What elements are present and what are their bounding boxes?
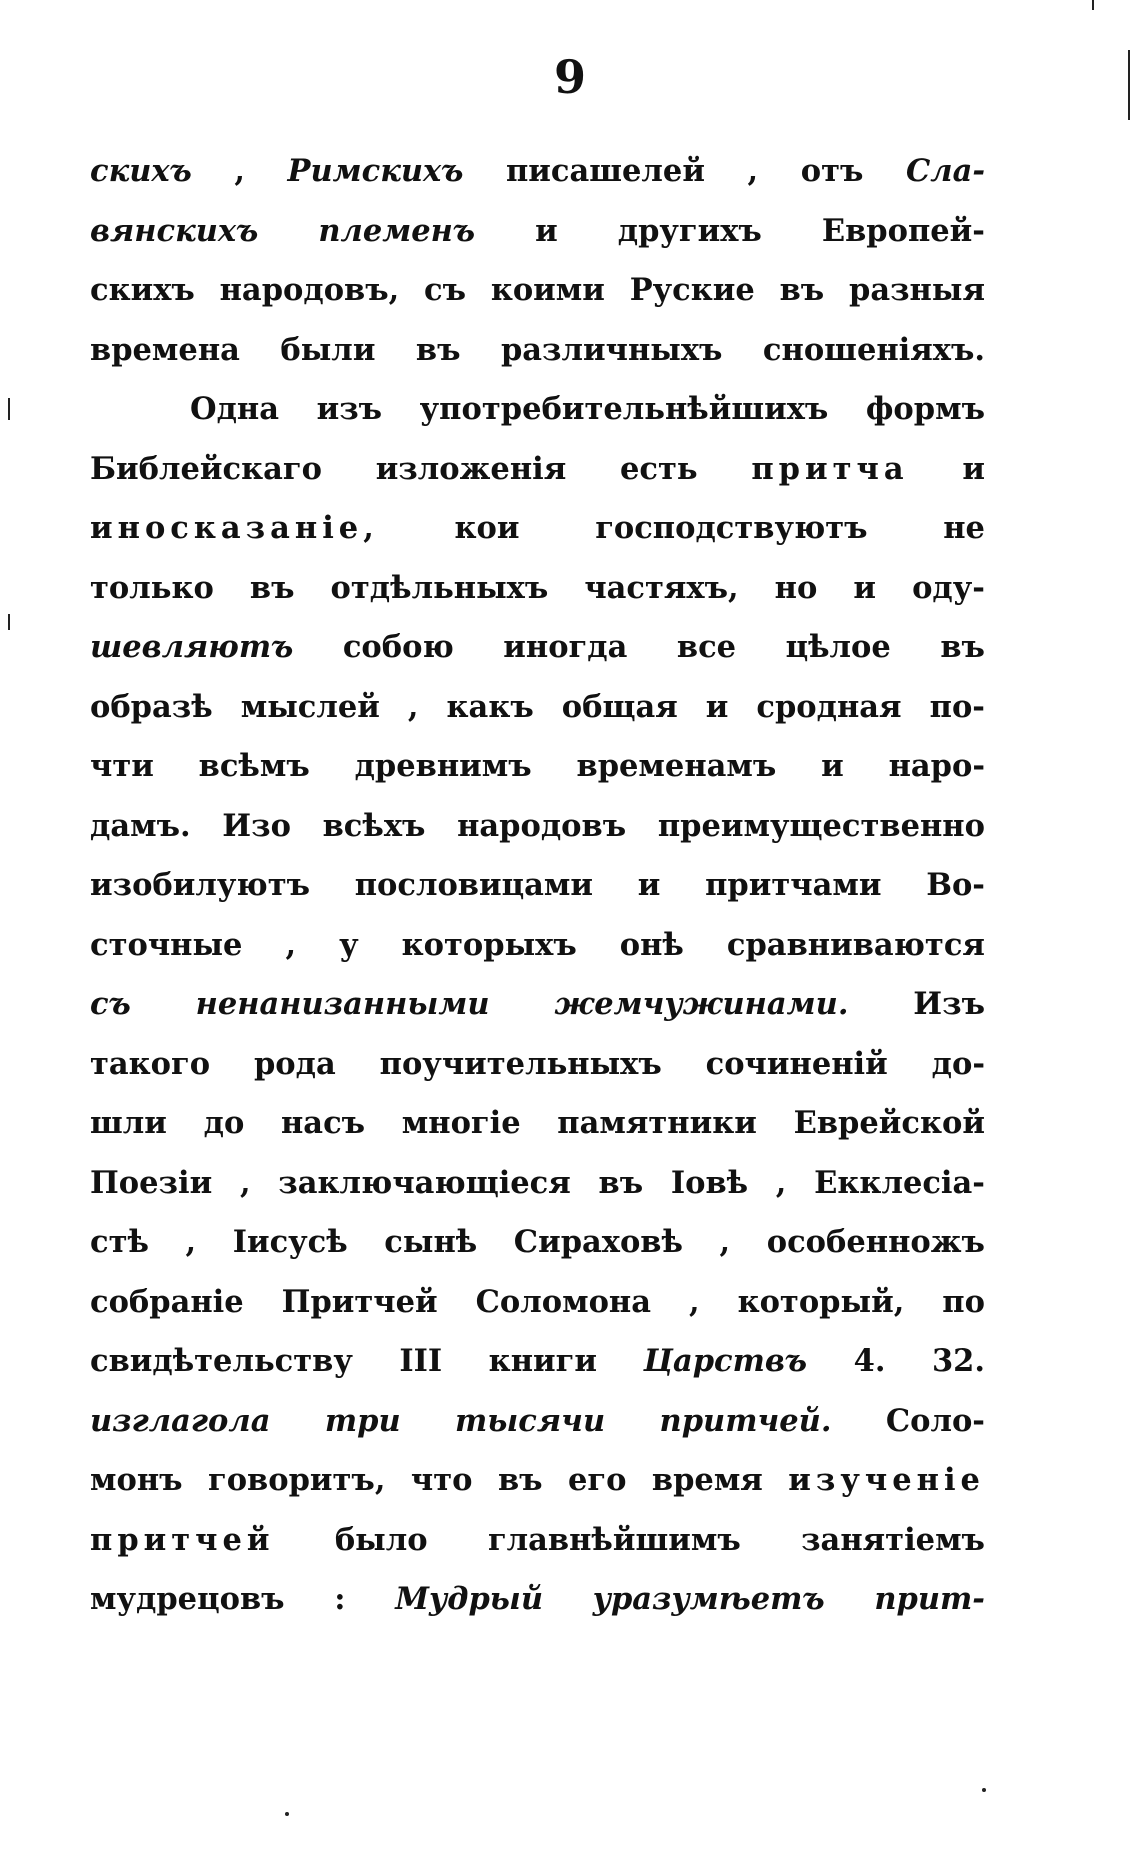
word: Поезіи [90, 1164, 213, 1201]
text-line [90, 202, 985, 262]
text-line [90, 678, 985, 738]
word: древнимъ [354, 748, 532, 784]
word: шевляютъ [90, 629, 294, 665]
word: въ [415, 331, 461, 368]
word: книги [488, 1343, 597, 1379]
word: общая [561, 688, 678, 725]
word: всѣхъ [322, 807, 426, 844]
word: Изъ [913, 986, 985, 1022]
text-line [90, 1392, 985, 1452]
word: изученіе [788, 1462, 985, 1498]
text-line [90, 856, 985, 916]
word: , [407, 688, 419, 725]
word: монъ [90, 1462, 183, 1498]
word: собою [342, 629, 454, 665]
word: Екклесіа- [814, 1164, 985, 1201]
word: иногда [503, 629, 628, 665]
word: 4. [853, 1343, 886, 1379]
text-line [90, 380, 985, 440]
body-text [90, 142, 985, 1630]
word: и [821, 748, 844, 784]
word: различныхъ [500, 331, 723, 368]
word: III [399, 1343, 443, 1379]
word: сродная [756, 688, 902, 725]
edge-mark [1092, 0, 1094, 10]
word: Изо [222, 807, 291, 844]
word: поучительныхъ [379, 1045, 662, 1082]
word: сочиненій [705, 1045, 888, 1082]
word: были [280, 331, 376, 368]
text-line [90, 142, 985, 202]
word: онѣ [619, 926, 684, 963]
text-line [90, 797, 985, 857]
word: рода [253, 1045, 336, 1082]
word: но [774, 569, 818, 606]
word: чти [90, 748, 154, 784]
word: цѣлое [785, 629, 891, 665]
text-line [90, 559, 985, 619]
text-line [90, 916, 985, 976]
word: притча [751, 450, 909, 487]
word: и [705, 688, 729, 725]
edge-mark [1128, 50, 1130, 120]
word: Соломона [475, 1283, 651, 1320]
text-line [90, 618, 985, 678]
word: иносказаніе, [90, 510, 379, 546]
word: Библейскаго [90, 450, 322, 487]
word: Руские [629, 272, 755, 308]
word: : [334, 1581, 346, 1617]
word: другихъ [617, 212, 762, 249]
word: сношеніяхъ. [762, 331, 985, 368]
word: употребительнѣйшихъ [419, 391, 829, 427]
text-line [90, 440, 985, 500]
word: преимущественно [657, 807, 985, 844]
word: съ [424, 272, 467, 308]
word: въ [497, 1462, 543, 1498]
word: до- [931, 1045, 985, 1082]
word: , [285, 926, 297, 963]
word: три [324, 1402, 401, 1439]
word: , [775, 1164, 787, 1201]
word: изобилуютъ [90, 867, 310, 903]
word: формъ [865, 391, 985, 427]
text-line [90, 321, 985, 381]
word: разныя [849, 272, 985, 308]
word: тысячи [455, 1402, 606, 1439]
text-line [90, 1332, 985, 1392]
word: уразумѣетъ [592, 1581, 825, 1617]
word: есть [620, 450, 698, 487]
word: и [853, 569, 877, 606]
word: было [334, 1521, 428, 1558]
word: до [203, 1105, 245, 1141]
word: жемчужинами. [554, 986, 849, 1022]
word: , [688, 1283, 700, 1320]
word: кои [454, 510, 520, 546]
word: частяхъ, [584, 569, 739, 606]
word: Сла- [905, 153, 985, 189]
text-line [90, 737, 985, 797]
word: изложенія [375, 450, 567, 487]
word: притчей. [659, 1402, 832, 1439]
word: 32. [931, 1343, 985, 1379]
ink-speck [285, 1812, 289, 1816]
text-line [90, 1451, 985, 1511]
word: все [676, 629, 737, 665]
word: Сираховѣ [513, 1224, 683, 1260]
word: мыслей [240, 688, 380, 725]
word: вянскихъ [90, 212, 259, 249]
word: стѣ [90, 1224, 149, 1260]
word: скихъ [90, 272, 195, 308]
text-line [90, 499, 985, 559]
word: всѣмъ [198, 748, 310, 784]
word: и [637, 867, 661, 903]
word: въ [598, 1164, 644, 1201]
word: въ [249, 569, 295, 606]
word: шли [90, 1105, 167, 1141]
word: по [942, 1283, 985, 1320]
word: Одна [190, 391, 279, 427]
word: отдѣльныхъ [330, 569, 549, 606]
word: Еврейской [793, 1105, 985, 1141]
word: Притчей [281, 1283, 438, 1320]
word: времена [90, 331, 240, 368]
word: племенъ [318, 212, 476, 249]
word: Мудрый [395, 1581, 543, 1617]
word: который, [737, 1283, 905, 1320]
word: писашелей [505, 153, 705, 189]
word: дамъ. [90, 807, 191, 844]
word: образѣ [90, 688, 213, 725]
word: господствуютъ [595, 510, 868, 546]
word: собраніе [90, 1283, 244, 1320]
word: Римскихъ [287, 153, 464, 189]
word: какъ [446, 688, 534, 725]
word: говоритъ, [208, 1462, 386, 1498]
word: сынѣ [384, 1224, 478, 1260]
text-line [90, 1273, 985, 1333]
word: Іисусѣ [232, 1224, 348, 1260]
word: отъ [800, 153, 864, 189]
ink-speck [982, 1788, 986, 1792]
word: и [962, 450, 985, 487]
word: народовъ, [219, 272, 400, 308]
word: что [410, 1462, 473, 1498]
word: пословицами [354, 867, 594, 903]
word: наро- [888, 748, 985, 784]
word: его [567, 1462, 627, 1498]
text-line [90, 1213, 985, 1273]
word: съ [90, 986, 131, 1022]
word: притчей [90, 1521, 275, 1558]
word: въ [940, 629, 985, 665]
word: особенножъ [766, 1224, 985, 1260]
text-line [90, 1570, 985, 1630]
word: Царствъ [643, 1343, 808, 1379]
word: притчами [705, 867, 882, 903]
text-line [90, 1094, 985, 1154]
edge-mark [8, 614, 10, 630]
word: мудрецовъ [90, 1581, 285, 1617]
word: , [747, 153, 759, 189]
word: , [719, 1224, 731, 1260]
word: и [535, 212, 558, 249]
text-line [90, 1154, 985, 1214]
word: скихъ [90, 153, 192, 189]
text-line [90, 975, 985, 1035]
word: прит- [874, 1581, 985, 1617]
word: изъ [316, 391, 383, 427]
word: коими [490, 272, 605, 308]
word: ненанизанными [195, 986, 490, 1022]
edge-mark [8, 398, 10, 420]
word: у [339, 926, 359, 963]
word: которыхъ [401, 926, 577, 963]
word: многіе [401, 1105, 521, 1141]
word: изглагола [90, 1402, 271, 1439]
word: главнѣйшимъ [487, 1521, 741, 1558]
text-line [90, 1035, 985, 1095]
word: памятники [557, 1105, 757, 1141]
word: Іовѣ [670, 1164, 749, 1201]
word: оду- [912, 569, 985, 606]
word: народовъ [457, 807, 627, 844]
word: по- [929, 688, 985, 725]
text-line [90, 1511, 985, 1571]
word: сточные [90, 926, 243, 963]
word: , [239, 1164, 251, 1201]
word: Европей- [821, 212, 985, 249]
word: не [943, 510, 985, 546]
word: временамъ [576, 748, 777, 784]
word: заключающіеся [278, 1164, 571, 1201]
word: въ [779, 272, 825, 308]
page-number: 9 [553, 50, 586, 104]
word: такого [90, 1045, 211, 1082]
word: насъ [280, 1105, 366, 1141]
word: занятіемъ [801, 1521, 985, 1558]
word: Во- [926, 867, 985, 903]
word: сравниваются [726, 926, 985, 963]
word: свидѣтельству [90, 1343, 353, 1379]
word: только [90, 569, 214, 606]
word: , [185, 1224, 197, 1260]
word: , [234, 153, 245, 189]
word: Соло- [885, 1402, 985, 1439]
word: время [651, 1462, 763, 1498]
text-line [90, 261, 985, 321]
